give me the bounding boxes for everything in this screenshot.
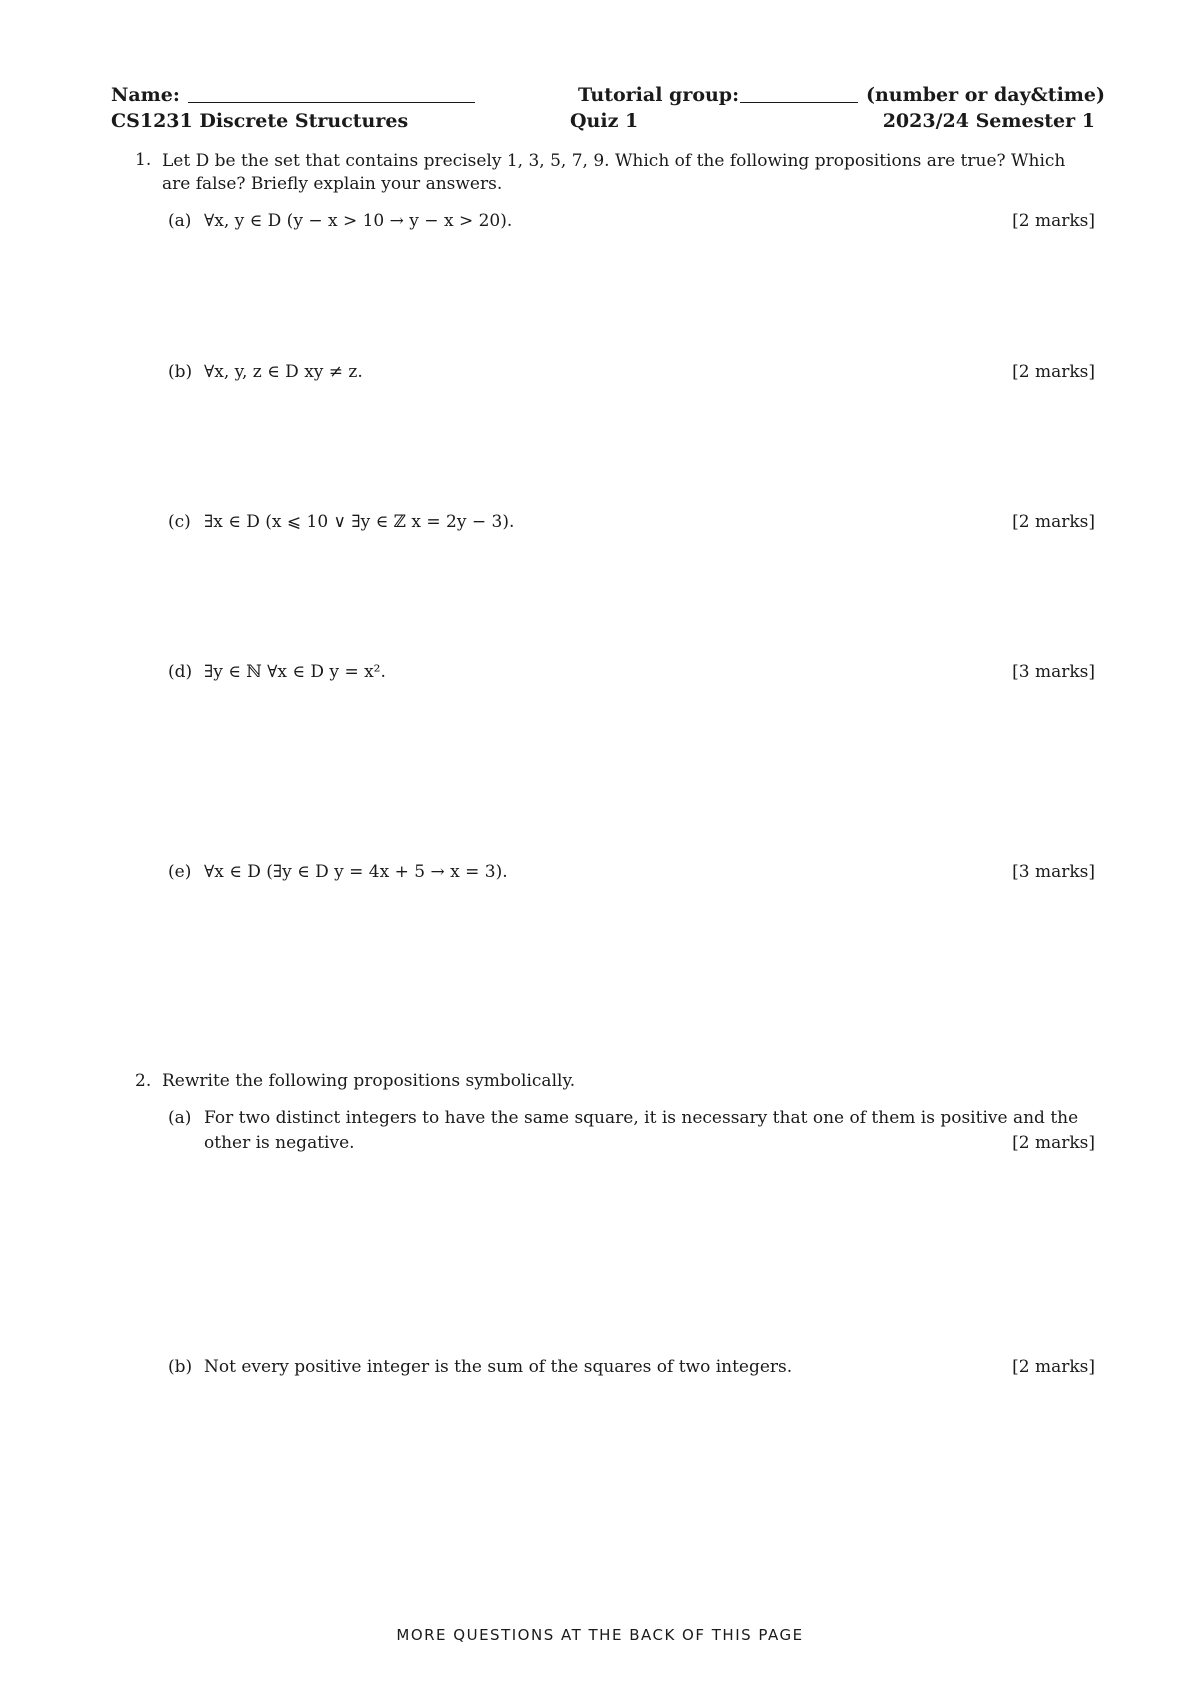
tutorial-group-blank-line[interactable] bbox=[740, 88, 858, 103]
q1a-label: (a) bbox=[168, 211, 192, 231]
q1-prompt: Let D be the set that contains precisely 1, 3, 5, 7, 9. Which of the following propositions are true? Which are false? Briefly explain your answers. bbox=[162, 151, 1066, 194]
name-label: Name: bbox=[111, 84, 180, 106]
name-blank-line[interactable] bbox=[188, 88, 475, 103]
q1e-marks: [3 marks] bbox=[1012, 862, 1095, 882]
q1b-text: ∀x, y, z ∈ D xy ≠ z. bbox=[204, 362, 363, 382]
q1d-text: ∃y ∈ ℕ ∀x ∈ D y = x². bbox=[204, 662, 386, 682]
q1c-text: ∃x ∈ D (x ⩽ 10 ∨ ∃y ∈ ℤ x = 2y − 3). bbox=[204, 512, 515, 532]
course-title: CS1231 Discrete Structures bbox=[111, 110, 409, 132]
q1e-text: ∀x ∈ D (∃y ∈ D y = 4x + 5 → x = 3). bbox=[204, 862, 508, 882]
semester-label: 2023/24 Semester 1 bbox=[882, 110, 1095, 132]
q2-prompt: Rewrite the following propositions symbolically. bbox=[162, 1071, 576, 1091]
q1c-marks: [2 marks] bbox=[1012, 512, 1095, 532]
q1a-marks: [2 marks] bbox=[1012, 211, 1095, 231]
q2a-label: (a) bbox=[168, 1108, 192, 1128]
q1e-label: (e) bbox=[168, 862, 192, 882]
q2b-label: (b) bbox=[168, 1357, 193, 1377]
q2a-text-line2: other is negative. bbox=[204, 1133, 355, 1153]
q1c-label: (c) bbox=[168, 512, 191, 532]
q2b-text: Not every positive integer is the sum of the squares of two integers. bbox=[204, 1357, 793, 1377]
q1b-marks: [2 marks] bbox=[1012, 362, 1095, 382]
tutorial-group-label: Tutorial group: bbox=[578, 84, 740, 106]
q2a-marks: [2 marks] bbox=[1012, 1133, 1095, 1153]
q2-number: 2. bbox=[135, 1071, 152, 1091]
q1d-marks: [3 marks] bbox=[1012, 662, 1095, 682]
q2b-marks: [2 marks] bbox=[1012, 1357, 1095, 1377]
q1-number: 1. bbox=[135, 150, 152, 170]
quiz-title: Quiz 1 bbox=[570, 110, 639, 132]
tutorial-group-hint: (number or day&time) bbox=[866, 84, 1105, 106]
q2a-text-line1: For two distinct integers to have the same square, it is necessary that one of them is positive and the bbox=[204, 1108, 1079, 1128]
q1b-label: (b) bbox=[168, 362, 193, 382]
q1a-text: ∀x, y ∈ D (y − x > 10 → y − x > 20). bbox=[204, 211, 513, 231]
q1d-label: (d) bbox=[168, 662, 193, 682]
footer-note: MORE QUESTIONS AT THE BACK OF THIS PAGE bbox=[396, 1626, 804, 1644]
